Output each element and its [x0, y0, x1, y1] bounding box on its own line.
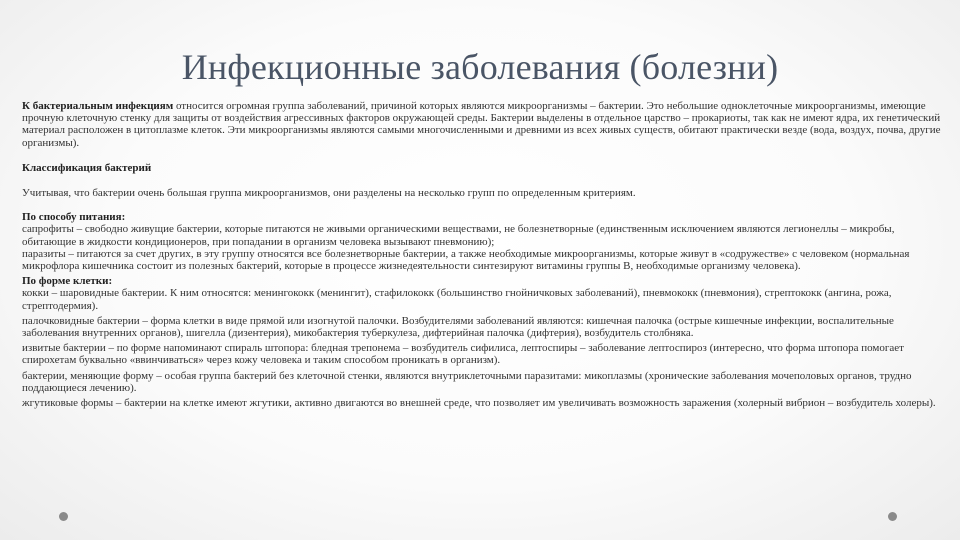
slide-title: Инфекционные заболевания (болезни)	[181, 47, 779, 87]
intro-text: относится огромная группа заболеваний, причиной которых являются микроорганизмы – бактерии. Это небольшие одноклеточные микроорганизмы, имеющие прочную клеточную стенку для защиты от воздействия агрессивных факторов окружающей среды. Бактерии выделены в отдельное царство – прокариоты, так как не имеют ядра, их генетический материал расположен в цитоплазме клеток. Эти микроорганизмы являются самыми многочисленными и древними из всех живых существ, обитают практически везде (вода, воздух, почва, другие организмы).	[22, 100, 941, 149]
decorative-dot-right	[888, 512, 897, 521]
slide-body	[22, 100, 944, 409]
nutrition-heading: По способу питания:	[22, 211, 126, 224]
decorative-dot-left	[59, 512, 68, 521]
shape-item-flagellated: жгутиковые формы – бактерии на клетке имеют жгутики, активно двигаются во внешней среде, что позволяет им увеличивать возможность заражения (холерный вибрион – возбудитель холеры).	[22, 397, 936, 410]
nutrition-item-parasites: паразиты – питаются за счет других, в эту группу относятся все болезнетворные бактерии, а также необходимые микроорганизмы, которые живут в «содружестве» с человеком (нормальная микрофлора кишечника состоит из полезных бактерий, которые в процессе жизнедеятельности синтезируют витамины группы В, необходимые организму человека).	[22, 247, 910, 273]
classification-heading: Классификация бактерий	[22, 161, 152, 174]
shape-item-shape-changing: бактерии, меняющие форму – особая группа бактерий без клеточной стенки, являются внутриклеточными паразитами: микоплазмы (хронические заболевания мочеполовых органов, трудно поддающиеся лечению).	[22, 369, 912, 394]
shape-heading: По форме клетки:	[22, 275, 113, 288]
classification-text: Учитывая, что бактерии очень большая группа микроорганизмов, они разделены на несколько групп по определенным критериям.	[22, 187, 636, 200]
intro-bold-lead: К бактериальным инфекциям	[22, 100, 174, 112]
intro-paragraph	[22, 100, 944, 149]
shape-item-rods: палочковидные бактерии – форма клетки в виде прямой или изогнутой палочки. Возбудителями заболеваний являются: кишечная палочка (острые кишечные инфекции, воспалительные заболевания внутренних органов), шигелла (дизентерия), микобактерия туберкулеза, дифтерийная палочка (дифтерия), возбудитель столбняка.	[22, 314, 894, 340]
shape-item-cocci: кокки – шаровидные бактерии. К ним относятся: менингококк (менингит), стафилококк (большинство гнойничковых заболеваний), пневмококк (пневмония), стрептококк (ангина, рожа, стрептодермия).	[22, 287, 892, 312]
shape-item-spiral: извитые бактерии – по форме напоминают спираль штопора: бледная трепонема – возбудитель сифилиса, лептоспиры – заболевание лептоспироз (интересно, что форма штопора помогает спирохетам буквально «ввинчиваться» через кожу человека и таким способом проникать в организм).	[22, 342, 904, 367]
nutrition-item-saprophytes: сапрофиты – свободно живущие бактерии, которые питаются не живыми органическими веществами, не болезнетворные (единственным исключением являются легионеллы – микробы, обитающие в жидкости кондиционеров, при попадании в организм человека вызывают пневмонию);	[22, 223, 895, 248]
